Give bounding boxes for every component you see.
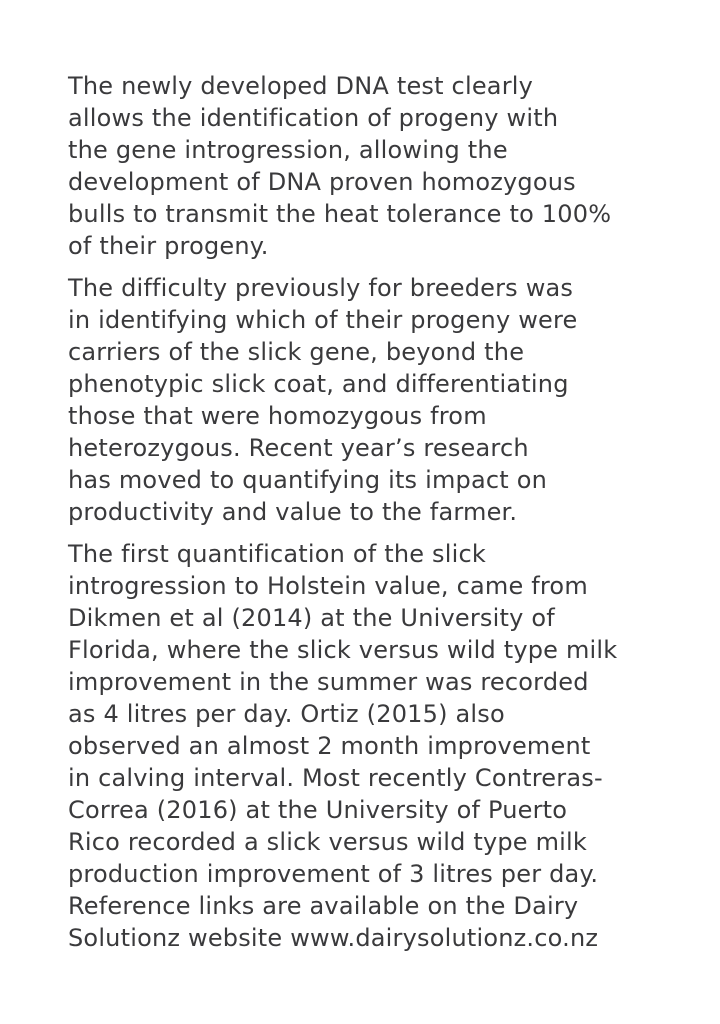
text-line: Dikmen et al (2014) at the University of bbox=[68, 604, 555, 632]
text-line: heterozygous. Recent year’s research bbox=[68, 434, 529, 462]
text-line: The difficulty previously for breeders was bbox=[68, 274, 574, 302]
text-line: observed an almost 2 month improvement bbox=[68, 732, 591, 760]
paragraph-difficulty bbox=[68, 272, 688, 528]
text-line: the gene introgression, allowing the bbox=[68, 136, 508, 164]
text-line: of their progeny. bbox=[68, 232, 269, 260]
text-line: allows the identification of progeny with bbox=[68, 104, 559, 132]
text-line: in identifying which of their progeny were bbox=[68, 306, 578, 334]
text-line: The newly developed DNA test clearly bbox=[68, 72, 534, 100]
paragraph-dna-test bbox=[68, 70, 688, 262]
text-line: introgression to Holstein value, came from bbox=[68, 572, 588, 600]
text-line: phenotypic slick coat, and differentiating bbox=[68, 370, 569, 398]
text-line: carriers of the slick gene, beyond the bbox=[68, 338, 525, 366]
text-line: bulls to transmit the heat tolerance to 100% bbox=[68, 200, 612, 228]
text-line: Florida, where the slick versus wild type milk bbox=[68, 636, 618, 664]
text-line: Solutionz website www.dairysolutionz.co.nz bbox=[68, 924, 599, 952]
paragraph-quantification bbox=[68, 538, 688, 954]
text-line: has moved to quantifying its impact on bbox=[68, 466, 548, 494]
text-line: Reference links are available on the Dairy bbox=[68, 892, 579, 920]
text-line: productivity and value to the farmer. bbox=[68, 498, 518, 526]
text-line: improvement in the summer was recorded bbox=[68, 668, 589, 696]
text-line: in calving interval. Most recently Contreras- bbox=[68, 764, 603, 792]
text-line: Rico recorded a slick versus wild type milk bbox=[68, 828, 588, 856]
text-line: development of DNA proven homozygous bbox=[68, 168, 576, 196]
document-body bbox=[68, 70, 688, 964]
text-line: those that were homozygous from bbox=[68, 402, 487, 430]
text-line: The first quantification of the slick bbox=[68, 540, 486, 568]
text-line: as 4 litres per day. Ortiz (2015) also bbox=[68, 700, 505, 728]
text-line: production improvement of 3 litres per day. bbox=[68, 860, 599, 888]
text-line: Correa (2016) at the University of Puerto bbox=[68, 796, 568, 824]
